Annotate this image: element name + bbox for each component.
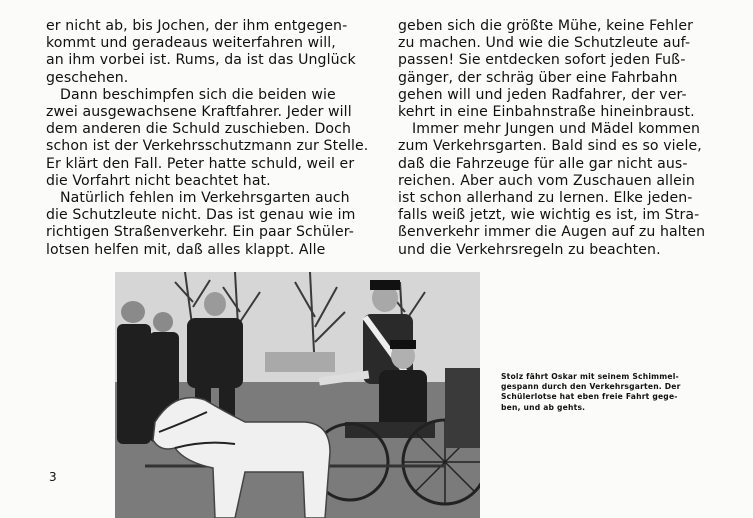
text-line: zu machen. Und wie die Schutzleute auf- [398,35,691,52]
text-line: passen! Sie entdecken sofort jeden Fuß- [398,52,686,69]
photo-illustration [115,272,480,518]
text-column-right [398,18,740,259]
text-line: reichen. Aber auch vom Zuschauen allein [398,172,695,189]
text-line: falls weiß jetzt, wie wichtig es ist, im Stra- [398,207,700,224]
text-line: zum Verkehrsgarten. Bald sind es so viele, [398,138,702,155]
text-line: Natürlich fehlen im Verkehrsgarten auch [60,190,350,207]
text-line: Immer mehr Jungen und Mädel kommen [412,121,701,138]
text-line: ist schon allerhand zu lernen. Elke jeden- [398,190,693,207]
text-line: richtigen Straßenverkehr. Ein paar Schüler- [46,224,354,241]
photo-caption [501,372,741,413]
text-line: Er klärt den Fall. Peter hatte schuld, weil er [46,155,355,172]
text-line: daß die Fahrzeuge für alle gar nicht aus- [398,155,688,172]
text-line: gänger, der schräg über eine Fahrbahn [398,69,678,86]
text-line: und die Verkehrsregeln zu beachten. [398,241,661,258]
caption-line: gespann durch den Verkehrsgarten. Der [501,382,681,392]
text-line: lotsen helfen mit, daß alles klappt. Alle [46,241,326,258]
text-line: er nicht ab, bis Jochen, der ihm entgegen- [46,18,348,34]
caption-line: Stolz fährt Oskar mit seinem Schimmel- [501,372,679,381]
text-line: dem anderen die Schuld zuschieben. Doch [46,121,352,138]
page-number: 3 [49,470,57,484]
text-line: schon ist der Verkehrsschutzmann zur Stelle. [46,138,369,155]
text-line: zwei ausgewachsene Kraftfahrer. Jeder will [46,104,352,121]
text-line: gehen will und jeden Radfahrer, der ver- [398,86,687,103]
text-line: die Schutzleute nicht. Das ist genau wie im [46,207,356,224]
text-line: geschehen. [46,69,129,86]
text-line: die Vorfahrt nicht beachtet hat. [46,172,271,189]
photo-pony-cart [115,272,480,518]
text-column-left [46,18,382,259]
text-line: an ihm vorbei ist. Rums, da ist das Unglück [46,52,356,69]
text-line: kehrt in eine Einbahnstraße hineinbraust. [398,104,695,121]
text-line: geben sich die größte Mühe, keine Fehler [398,18,693,34]
text-line: Dann beschimpfen sich die beiden wie [60,86,336,103]
text-line: ßenverkehr immer die Augen auf zu halten [398,224,706,241]
text-line: kommt und geradeaus weiterfahren will, [46,35,336,52]
caption-line: ben, und ab gehts. [501,402,586,412]
caption-line: Schülerlotse hat eben freie Fahrt gege- [501,392,678,402]
